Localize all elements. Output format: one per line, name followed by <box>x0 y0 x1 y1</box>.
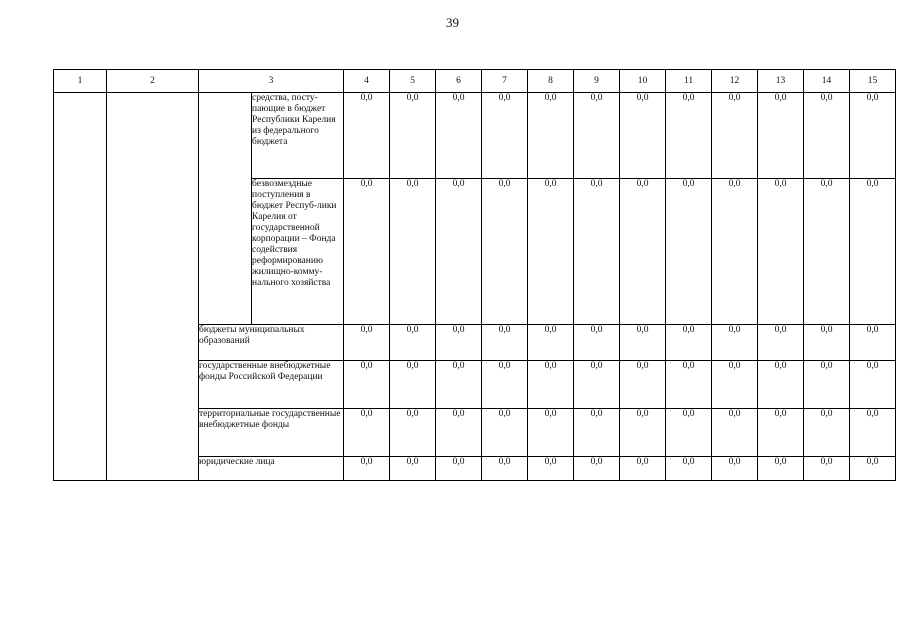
value-cell-col13: 0,0 <box>758 179 804 325</box>
header-cell-5: 5 <box>390 70 436 93</box>
header-cell-6: 6 <box>436 70 482 93</box>
value-cell-col9: 0,0 <box>574 179 620 325</box>
value-cell-col15: 0,0 <box>850 179 896 325</box>
table-row <box>54 93 896 179</box>
value-cell-col5: 0,0 <box>390 457 436 481</box>
header-cell-7: 7 <box>482 70 528 93</box>
value-cell-col7: 0,0 <box>482 457 528 481</box>
value-cell-col15: 0,0 <box>850 93 896 179</box>
value-cell-col6: 0,0 <box>436 93 482 179</box>
value-cell-col13: 0,0 <box>758 457 804 481</box>
value-cell-col4: 0,0 <box>344 409 390 457</box>
value-cell-col4: 0,0 <box>344 457 390 481</box>
header-cell-3: 3 <box>199 70 344 93</box>
value-cell-col11: 0,0 <box>666 325 712 361</box>
col2-empty-cell <box>107 93 199 481</box>
header-cell-11: 11 <box>666 70 712 93</box>
value-cell-col5: 0,0 <box>390 361 436 409</box>
value-cell-col4: 0,0 <box>344 179 390 325</box>
header-cell-4: 4 <box>344 70 390 93</box>
row-label: бюджеты муниципальных образований <box>199 325 344 361</box>
value-cell-col10: 0,0 <box>620 361 666 409</box>
value-cell-col12: 0,0 <box>712 409 758 457</box>
row-label: безвозмездные поступления в бюджет Респуб-лики Карелия от государственной корпорации – Фонда содействия реформированию жилищно-комму-нального хозяйства <box>252 179 344 325</box>
value-cell-col14: 0,0 <box>804 457 850 481</box>
value-cell-col6: 0,0 <box>436 179 482 325</box>
value-cell-col14: 0,0 <box>804 179 850 325</box>
header-cell-15: 15 <box>850 70 896 93</box>
value-cell-col12: 0,0 <box>712 361 758 409</box>
value-cell-col4: 0,0 <box>344 361 390 409</box>
value-cell-col5: 0,0 <box>390 325 436 361</box>
value-cell-col10: 0,0 <box>620 325 666 361</box>
budget-table <box>53 69 896 481</box>
value-cell-col15: 0,0 <box>850 457 896 481</box>
page-number: 39 <box>446 15 459 30</box>
value-cell-col6: 0,0 <box>436 457 482 481</box>
value-cell-col7: 0,0 <box>482 179 528 325</box>
value-cell-col8: 0,0 <box>528 361 574 409</box>
row-label: территориальные государственные внебюджетные фонды <box>199 409 344 457</box>
col1-empty-cell <box>54 93 107 481</box>
row-label: государственные внебюджетные фонды Российской Федерации <box>199 361 344 409</box>
value-cell-col6: 0,0 <box>436 409 482 457</box>
value-cell-col14: 0,0 <box>804 325 850 361</box>
value-cell-col7: 0,0 <box>482 361 528 409</box>
value-cell-col5: 0,0 <box>390 179 436 325</box>
value-cell-col7: 0,0 <box>482 93 528 179</box>
value-cell-col14: 0,0 <box>804 361 850 409</box>
value-cell-col13: 0,0 <box>758 93 804 179</box>
value-cell-col6: 0,0 <box>436 361 482 409</box>
value-cell-col15: 0,0 <box>850 325 896 361</box>
value-cell-col12: 0,0 <box>712 179 758 325</box>
value-cell-col10: 0,0 <box>620 409 666 457</box>
row-label: юридические лица <box>199 457 344 481</box>
col3-indent-cell <box>199 93 252 325</box>
value-cell-col11: 0,0 <box>666 179 712 325</box>
value-cell-col11: 0,0 <box>666 361 712 409</box>
value-cell-col8: 0,0 <box>528 93 574 179</box>
value-cell-col6: 0,0 <box>436 325 482 361</box>
value-cell-col9: 0,0 <box>574 457 620 481</box>
value-cell-col4: 0,0 <box>344 93 390 179</box>
value-cell-col11: 0,0 <box>666 93 712 179</box>
row-label: средства, посту-пающие в бюджет Республики Карелия из федерального бюджета <box>252 93 344 179</box>
value-cell-col14: 0,0 <box>804 93 850 179</box>
value-cell-col5: 0,0 <box>390 93 436 179</box>
value-cell-col9: 0,0 <box>574 325 620 361</box>
value-cell-col8: 0,0 <box>528 325 574 361</box>
header-cell-12: 12 <box>712 70 758 93</box>
value-cell-col8: 0,0 <box>528 409 574 457</box>
header-cell-13: 13 <box>758 70 804 93</box>
value-cell-col12: 0,0 <box>712 93 758 179</box>
value-cell-col5: 0,0 <box>390 409 436 457</box>
value-cell-col7: 0,0 <box>482 409 528 457</box>
value-cell-col15: 0,0 <box>850 361 896 409</box>
header-cell-10: 10 <box>620 70 666 93</box>
value-cell-col13: 0,0 <box>758 361 804 409</box>
value-cell-col10: 0,0 <box>620 457 666 481</box>
value-cell-col9: 0,0 <box>574 361 620 409</box>
header-cell-8: 8 <box>528 70 574 93</box>
value-cell-col11: 0,0 <box>666 457 712 481</box>
value-cell-col9: 0,0 <box>574 93 620 179</box>
value-cell-col9: 0,0 <box>574 409 620 457</box>
value-cell-col15: 0,0 <box>850 409 896 457</box>
value-cell-col10: 0,0 <box>620 93 666 179</box>
value-cell-col12: 0,0 <box>712 457 758 481</box>
value-cell-col13: 0,0 <box>758 409 804 457</box>
value-cell-col4: 0,0 <box>344 325 390 361</box>
value-cell-col14: 0,0 <box>804 409 850 457</box>
value-cell-col7: 0,0 <box>482 325 528 361</box>
value-cell-col8: 0,0 <box>528 457 574 481</box>
value-cell-col10: 0,0 <box>620 179 666 325</box>
header-cell-9: 9 <box>574 70 620 93</box>
header-cell-1: 1 <box>54 70 107 93</box>
value-cell-col12: 0,0 <box>712 325 758 361</box>
header-cell-14: 14 <box>804 70 850 93</box>
header-cell-2: 2 <box>107 70 199 93</box>
value-cell-col11: 0,0 <box>666 409 712 457</box>
value-cell-col13: 0,0 <box>758 325 804 361</box>
value-cell-col8: 0,0 <box>528 179 574 325</box>
header-row <box>54 70 896 93</box>
